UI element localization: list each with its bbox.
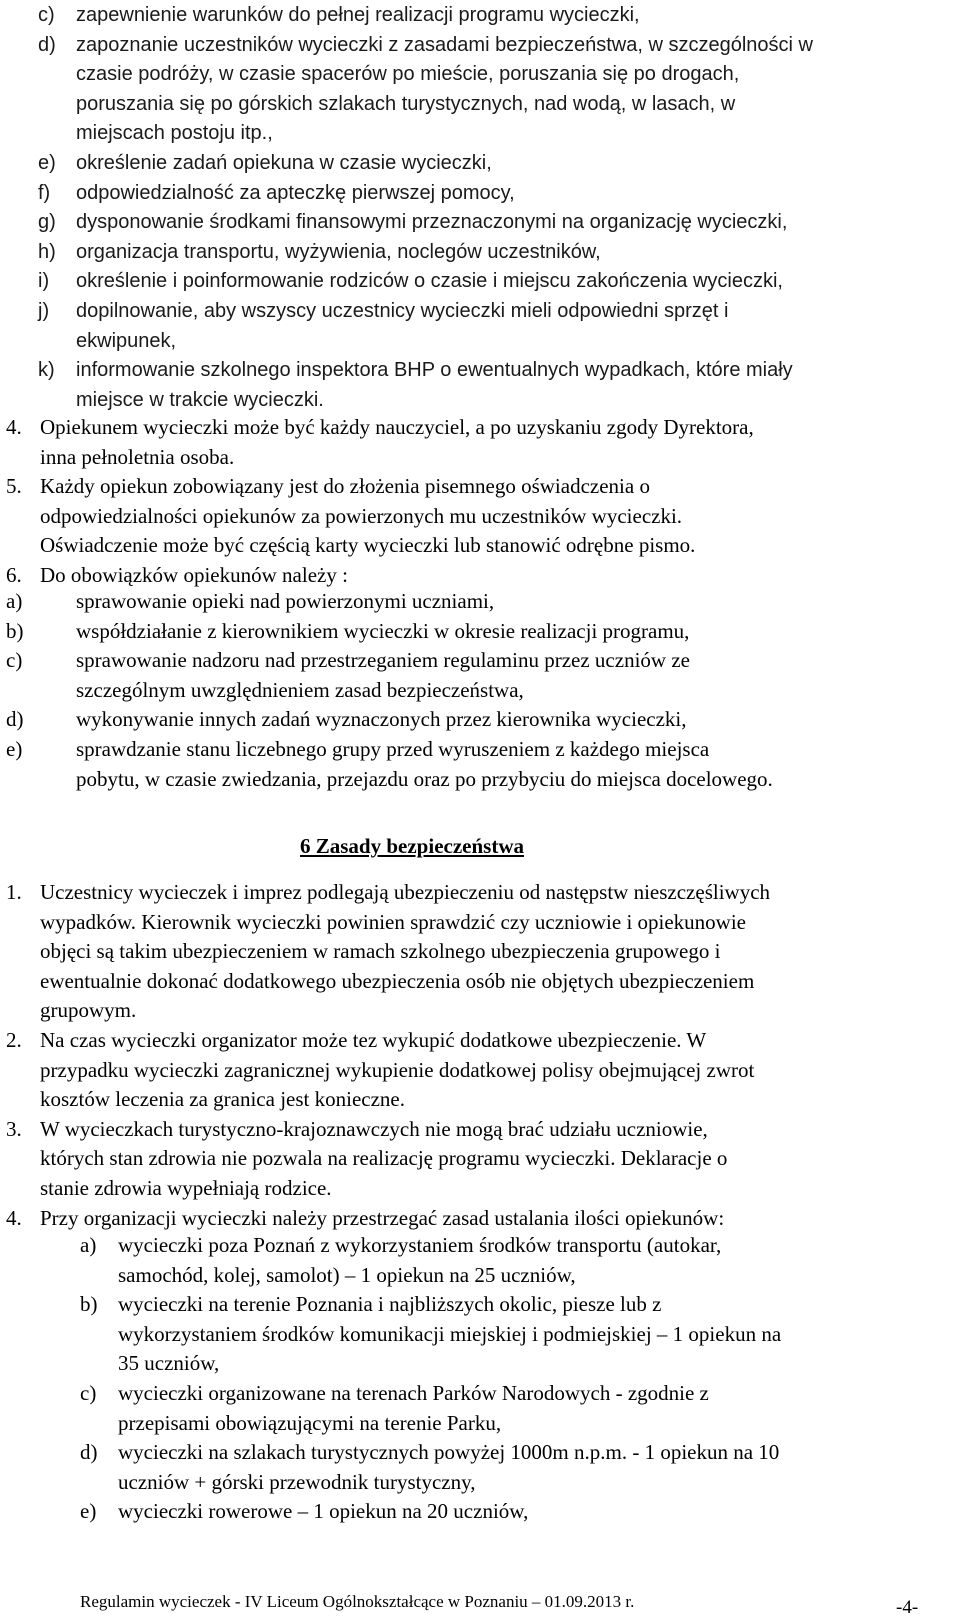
point-item-line: Każdy opiekun zobowiązany jest do złożenia pisemnego oświadczenia o bbox=[40, 474, 650, 499]
ratio-item-marker: d) bbox=[80, 1440, 98, 1465]
point-item-marker: 6. bbox=[6, 563, 22, 587]
duty-item-marker: d) bbox=[6, 707, 24, 732]
point-item-line: inna pełnoletnia osoba. bbox=[40, 444, 235, 469]
section-heading: 6 Zasady bezpieczeństwa bbox=[300, 834, 524, 858]
safety-point-line: objęci są takim ubezpieczeniem w ramach szkolnego ubezpieczenia grupowego i bbox=[40, 939, 721, 964]
page-number: -4- bbox=[896, 1597, 919, 1618]
safety-point-line: wypadków. Kierownik wycieczki powinien sprawdzić czy uczniowie i opiekunowie bbox=[40, 909, 747, 934]
upper-item-line: określenie zadań opiekuna w czasie wycieczki, bbox=[76, 152, 492, 174]
duty-item-marker: b) bbox=[6, 618, 24, 643]
ratio-item-line: wycieczki organizowane na terenach Parków Narodowych - zgodnie z bbox=[118, 1381, 709, 1405]
upper-item-line: informowanie szkolnego inspektora BHP o ewentualnych wypadkach, które miały bbox=[76, 359, 793, 382]
safety-point-line: grupowym. bbox=[40, 998, 137, 1023]
ratio-item-line: wycieczki na szlakach turystycznych powyżej 1000m n.p.m. - 1 opiekun na 10 bbox=[118, 1440, 780, 1465]
upper-item-line: organizacja transportu, wyżywienia, noclegów uczestników, bbox=[76, 240, 601, 263]
duty-item-line: pobytu, w czasie zwiedzania, przejazdu oraz po przybyciu do miejsca docelowego. bbox=[76, 766, 773, 791]
ratio-item-marker: a) bbox=[80, 1233, 97, 1257]
ratio-item-line: wycieczki poza Poznań z wykorzystaniem środków transportu (autokar, bbox=[118, 1233, 722, 1257]
point-item-line: odpowiedzialności opiekunów za powierzonych mu uczestników wycieczki. bbox=[40, 503, 683, 528]
upper-item-marker: j) bbox=[38, 300, 50, 322]
upper-item-line: miejscach postoju itp., bbox=[76, 122, 273, 145]
duty-item-line: sprawowanie nadzoru nad przestrzeganiem regulaminu przez uczniów ze bbox=[76, 648, 690, 673]
upper-item-line: zapoznanie uczestników wycieczki z zasadami bezpieczeństwa, w szczególności w bbox=[76, 33, 813, 56]
safety-point-marker: 4. bbox=[6, 1205, 22, 1230]
upper-item-marker: e) bbox=[38, 152, 56, 174]
upper-item-line: zapewnienie warunków do pełnej realizacji programu wycieczki, bbox=[76, 4, 640, 26]
safety-point-line: W wycieczkach turystyczno-krajoznawczych nie mogą brać udziału uczniowie, bbox=[40, 1116, 708, 1141]
safety-point-marker: 1. bbox=[6, 880, 22, 904]
duty-item-line: wykonywanie innych zadań wyznaczonych przez kierownika wycieczki, bbox=[76, 707, 687, 732]
safety-point-line: których stan zdrowia nie pozwala na realizację programu wycieczki. Deklaracje o bbox=[40, 1146, 728, 1171]
safety-point-line: kosztów leczenia za granica jest konieczne. bbox=[40, 1087, 405, 1112]
ratio-item-line: przepisami obowiązującymi na terenie Parku, bbox=[118, 1410, 502, 1435]
page-footer: Regulamin wycieczek - IV Liceum Ogólnokształcące w Poznaniu – 01.09.2013 r. bbox=[80, 1592, 635, 1611]
upper-item-line: miejsce w trakcie wycieczki. bbox=[76, 388, 324, 411]
safety-point-line: Przy organizacji wycieczki należy przestrzegać zasad ustalania ilości opiekunów: bbox=[40, 1205, 725, 1230]
ratio-item-line: samochód, kolej, samolot) – 1 opiekun na 25 uczniów, bbox=[118, 1262, 576, 1287]
upper-item-marker: d) bbox=[38, 33, 56, 56]
ratio-item-marker: e) bbox=[80, 1499, 97, 1524]
upper-item-line: dopilnowanie, aby wszyscy uczestnicy wycieczki mieli odpowiedni sprzęt i bbox=[76, 300, 729, 322]
safety-point-line: stanie zdrowia wypełniają rodzice. bbox=[40, 1176, 332, 1200]
upper-item-line: czasie podróży, w czasie spacerów po mieście, poruszania się po drogach, bbox=[76, 63, 740, 86]
safety-point-marker: 3. bbox=[6, 1116, 22, 1141]
point-item-marker: 5. bbox=[6, 474, 22, 499]
ratio-item-marker: c) bbox=[80, 1381, 97, 1405]
upper-item-marker: h) bbox=[38, 240, 56, 263]
upper-item-line: ekwipunek, bbox=[76, 329, 177, 352]
duty-item-marker: e) bbox=[6, 737, 23, 761]
ratio-item-marker: b) bbox=[80, 1292, 98, 1317]
duty-item-line: sprawowanie opieki nad powierzonymi uczniami, bbox=[76, 589, 495, 613]
safety-point-line: Uczestnicy wycieczek i imprez podlegają ubezpieczeniu od następstw nieszczęśliwych bbox=[40, 880, 771, 904]
upper-item-line: określenie i poinformowanie rodziców o czasie i miejscu zakończenia wycieczki, bbox=[76, 270, 783, 293]
duty-item-marker: a) bbox=[6, 589, 23, 613]
ratio-item-line: wycieczki na terenie Poznania i najbliższych okolic, piesze lub z bbox=[118, 1292, 662, 1317]
safety-point-line: ewentualnie dokonać dodatkowego ubezpieczenia osób nie objętych ubezpieczeniem bbox=[40, 968, 755, 993]
point-item-marker: 4. bbox=[6, 415, 22, 439]
point-item-line: Oświadczenie może być częścią karty wycieczki lub stanowić odrębne pismo. bbox=[40, 533, 696, 558]
upper-item-line: dysponowanie środkami finansowymi przeznaczonymi na organizację wycieczki, bbox=[76, 211, 788, 234]
upper-item-marker: g) bbox=[38, 211, 56, 234]
safety-point-marker: 2. bbox=[6, 1028, 22, 1052]
safety-point-line: przypadku wycieczki zagranicznej wykupienie dodatkowej polisy obejmującej zwrot bbox=[40, 1057, 755, 1082]
ratio-item-line: wycieczki rowerowe – 1 opiekun na 20 uczniów, bbox=[118, 1499, 529, 1524]
ratio-item-line: uczniów + górski przewodnik turystyczny, bbox=[118, 1469, 476, 1494]
duty-item-line: sprawdzanie stanu liczebnego grupy przed wyruszeniem z każdego miejsca bbox=[76, 737, 710, 761]
point-item-line: Do obowiązków opiekunów należy : bbox=[40, 563, 348, 587]
duty-item-marker: c) bbox=[6, 648, 23, 673]
safety-point-line: Na czas wycieczki organizator może tez wykupić dodatkowe ubezpieczenie. W bbox=[40, 1028, 707, 1052]
ratio-item-line: 35 uczniów, bbox=[118, 1351, 220, 1376]
ratio-item-line: wykorzystaniem środków komunikacji miejskiej i podmiejskiej – 1 opiekun na bbox=[118, 1321, 782, 1346]
upper-item-line: poruszania się po górskich szlakach turystycznych, nad wodą, w lasach, w bbox=[76, 92, 736, 115]
point-item-line: Opiekunem wycieczki może być każdy nauczyciel, a po uzyskaniu zgody Dyrektora, bbox=[40, 415, 754, 439]
upper-item-marker: i) bbox=[38, 270, 50, 293]
upper-item-marker: f) bbox=[38, 181, 51, 204]
upper-item-marker: k) bbox=[38, 359, 55, 382]
upper-item-marker: c) bbox=[38, 4, 55, 26]
upper-item-line: odpowiedzialność za apteczkę pierwszej pomocy, bbox=[76, 181, 515, 204]
duty-item-line: szczególnym uwzględnieniem zasad bezpieczeństwa, bbox=[76, 677, 524, 702]
duty-item-line: współdziałanie z kierownikiem wycieczki w okresie realizacji programu, bbox=[76, 618, 690, 643]
